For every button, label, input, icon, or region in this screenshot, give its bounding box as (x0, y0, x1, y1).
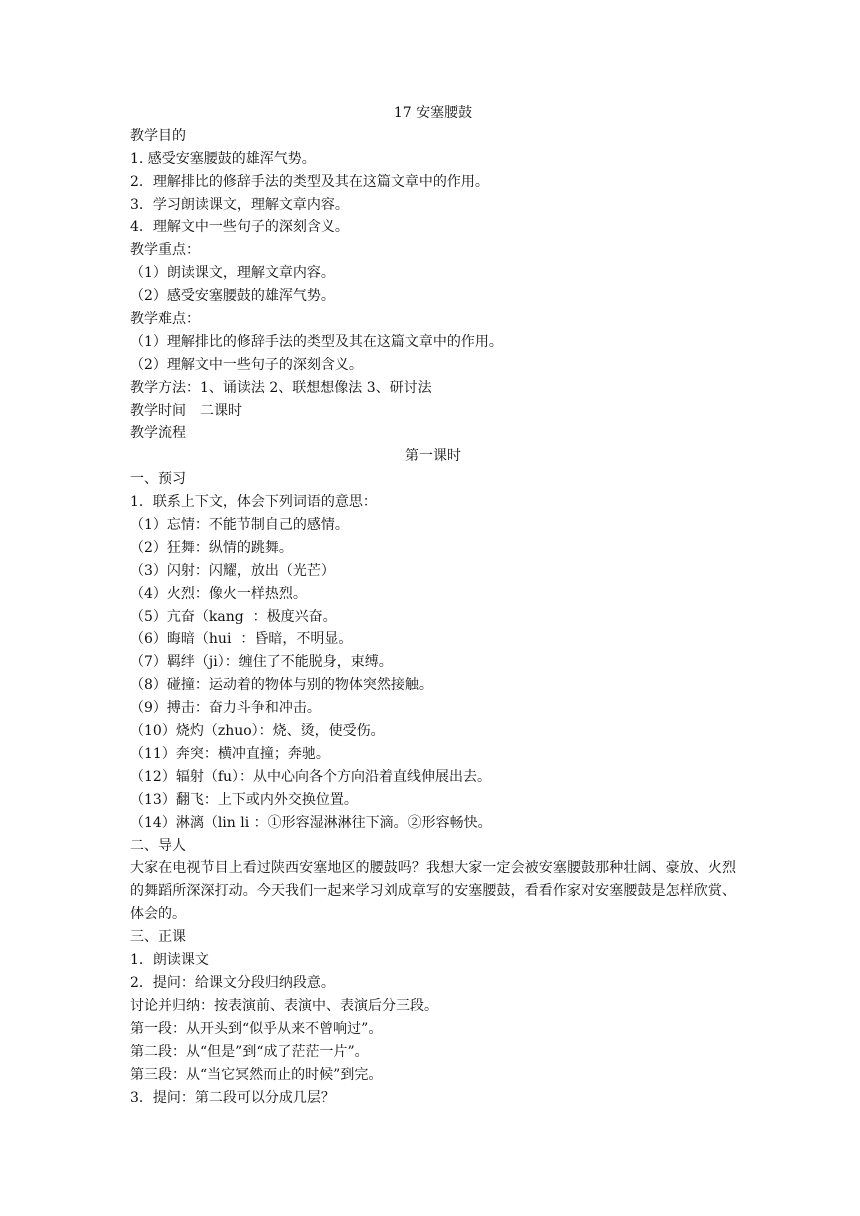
vocab-item: （10）烧灼（zhuo）：烧、烫，使受伤。 (130, 723, 385, 740)
vocab-item: （4）火烈：像火一样热烈。 (130, 585, 307, 602)
vocab-item: （14）淋漓（lin li ：①形容湿淋淋往下滴。②形容畅快。 (130, 814, 492, 831)
lesson-line: 第三段：从“当它冥然而止的时候”到完。 (130, 1066, 383, 1083)
vocab-item: （3）闪射：闪耀，放出（光芒） (130, 562, 335, 579)
teaching-methods: 教学方法：1、诵读法 2、联想想像法 3、研讨法 (130, 379, 432, 396)
lesson-line: 第一段：从开头到“似乎从来不曾响过”。 (130, 1020, 383, 1037)
teaching-process: 教学流程 (130, 425, 186, 442)
lesson-line: 3．提问：第二段可以分成几层？ (130, 1089, 335, 1106)
vocab-item: （9）搏击：奋力斗争和冲击。 (130, 700, 321, 717)
difficulty-item: （1）理解排比的修辞手法的类型及其在这篇文章中的作用。 (130, 333, 503, 350)
objective-item: 1. 感受安塞腰鼓的雄浑气势。 (130, 150, 316, 167)
vocab-item: （7）羁绊（ji）：缠住了不能脱身，束缚。 (130, 654, 393, 671)
difficulties-heading: 教学难点： (130, 311, 200, 328)
document-title: 17 安塞腰鼓 (393, 105, 473, 121)
difficulty-item: （2）理解文中一些句子的深刻含义。 (130, 356, 363, 373)
lesson-line: 2．提问：给课文分段归纳段意。 (130, 975, 335, 992)
teaching-time: 教学时间 二课时 (130, 402, 242, 419)
vocab-item: （12）辐射（fu）：从中心向各个方向沿着直线伸展出去。 (130, 768, 492, 785)
key-point-item: （1）朗读课文，理解文章内容。 (130, 265, 335, 282)
key-points-heading: 教学重点： (130, 242, 200, 259)
lesson-line: 1．朗读课文 (130, 952, 209, 969)
section-heading: 一、预习 (130, 471, 186, 488)
vocab-item: （5）亢奋（kang ：极度兴奋。 (130, 608, 337, 625)
key-point-item: （2）感受安塞腰鼓的雄浑气势。 (130, 288, 335, 305)
vocab-item: （8）碰撞：运动着的物体与别的物体突然接触。 (130, 677, 433, 694)
intro-paragraph: 大家在电视节目上看过陕西安塞地区的腰鼓吗？我想大家一定会被安塞腰鼓那种壮阔、豪放、火烈的舞蹈所深深打动。今天我们一起来学习刘成章写的安塞腰鼓，看看作家对安塞腰鼓是怎样欣赏、体会的。 (130, 860, 736, 923)
document-page (130, 102, 736, 1110)
vocab-item: （2）狂舞：纵情的跳舞。 (130, 539, 293, 556)
vocab-item: （13）翻飞：上下或内外交换位置。 (130, 791, 358, 808)
objective-item: 4．理解文中一些句子的深刻含义。 (130, 219, 349, 236)
objectives-heading: 教学目的 (130, 127, 186, 144)
lesson-line: 讨论并归纳：按表演前、表演中、表演后分三段。 (130, 998, 438, 1015)
lesson-line: 第二段：从“但是”到“成了茫茫一片”。 (130, 1043, 369, 1060)
objective-item: 3．学习朗读课文，理解文章内容。 (130, 196, 349, 213)
vocab-item: （11）奔突：横冲直撞；奔驰。 (130, 745, 330, 762)
vocab-intro: 1．联系上下文，体会下列词语的意思： (130, 494, 377, 511)
lesson-title: 第一课时 (405, 448, 461, 465)
section-heading: 二、导人 (130, 837, 186, 854)
section-heading: 三、正课 (130, 929, 186, 946)
objective-item: 2．理解排比的修辞手法的类型及其在这篇文章中的作用。 (130, 173, 489, 190)
vocab-item: （6）晦暗（hui ：昏暗，不明显。 (130, 631, 353, 648)
vocab-item: （1）忘情：不能节制自己的感情。 (130, 517, 349, 534)
